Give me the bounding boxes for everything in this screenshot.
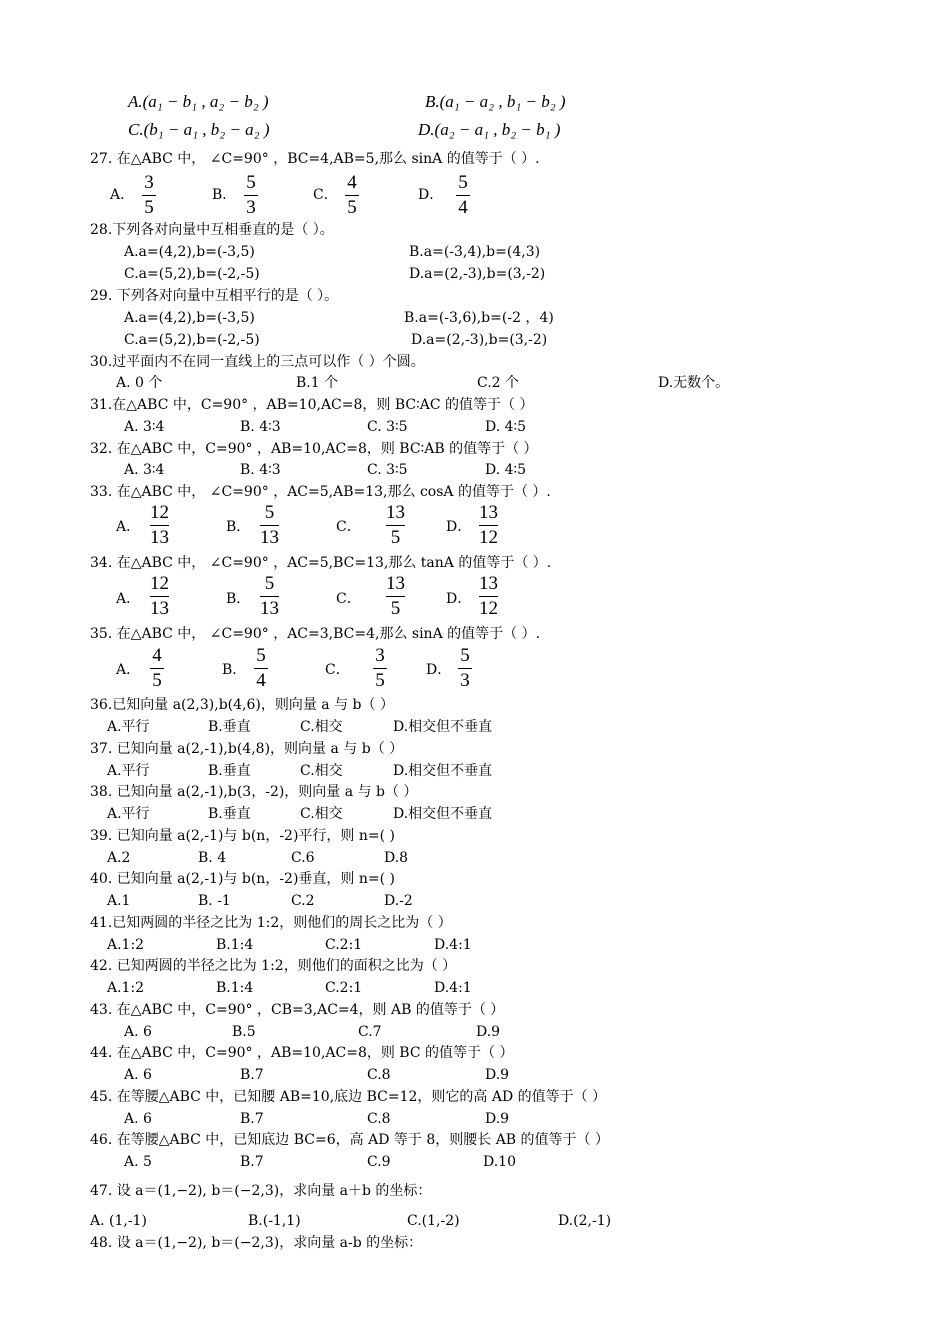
q39-option-b: B. 4 bbox=[198, 850, 227, 866]
q44-option-b: B.7 bbox=[240, 1067, 264, 1083]
q39-option-a: A.2 bbox=[107, 850, 131, 866]
q45-option-a: A. 6 bbox=[124, 1111, 152, 1127]
numerator: 5 bbox=[264, 573, 275, 594]
numerator: 4 bbox=[152, 645, 162, 666]
q45-option-b: B.7 bbox=[240, 1111, 264, 1127]
q40-option-b: B. -1 bbox=[198, 893, 231, 909]
q43-option-c: C.7 bbox=[358, 1024, 382, 1040]
numerator: 4 bbox=[347, 172, 357, 193]
q34-option-b-label: B． bbox=[226, 591, 251, 607]
denominator: 5 bbox=[347, 197, 357, 218]
q35-option-b-label: B． bbox=[222, 662, 247, 678]
q32-option-a: A. 3∶4 bbox=[124, 462, 165, 478]
q27-option-b-fraction bbox=[244, 172, 258, 219]
q29-option-b: B.a=(-3,6),b=(-2 ，4) bbox=[404, 310, 554, 326]
q39-option-c: C.6 bbox=[291, 850, 315, 866]
q31-option-c: C. 3∶5 bbox=[367, 419, 408, 435]
q29-option-a: A.a=(4,2),b=(-3,5) bbox=[124, 310, 255, 326]
q47-option-a: A. (1,-1) bbox=[90, 1213, 147, 1229]
q42-option-b: B.1:4 bbox=[216, 980, 254, 996]
q44-option-c: C.8 bbox=[367, 1067, 391, 1083]
vector-option-d: D.(a₂ − a₁ , b₂ − b₁ ) bbox=[418, 120, 561, 139]
q41-option-b: B.1:4 bbox=[216, 937, 254, 953]
q27-option-c-fraction bbox=[345, 172, 359, 219]
denominator: 3 bbox=[460, 670, 470, 691]
q33-option-b-label: B． bbox=[226, 519, 251, 535]
numerator: 3 bbox=[144, 172, 154, 193]
q31-option-d: D. 4∶5 bbox=[485, 419, 527, 435]
denominator: 4 bbox=[256, 670, 266, 691]
q33-option-d-label: D． bbox=[446, 519, 472, 535]
vector-option-a: A.(a₁ − b₁ , a₂ − b₂ ) bbox=[128, 92, 269, 111]
question-31-stem: 31.在△ABC 中，C=90° ，AB=10,AC=8，则 BC∶AC 的值等于（ ） bbox=[90, 397, 534, 413]
q38-option-a: A.平行 bbox=[107, 806, 150, 822]
numerator: 5 bbox=[458, 172, 468, 193]
q34-option-c-label: C． bbox=[336, 591, 361, 607]
numerator: 13 bbox=[386, 502, 405, 523]
numerator: 13 bbox=[386, 573, 405, 594]
question-48-stem: 48. 设 a＝(1,−2), b＝(−2,3)，求向量 a-b 的坐标： bbox=[90, 1235, 423, 1251]
question-38-stem: 38. 已知向量 a(2,-1),b(3，-2)，则向量 a 与 b（ ） bbox=[90, 784, 418, 800]
q33-option-a-label: A． bbox=[116, 519, 141, 535]
q41-option-d: D.4:1 bbox=[434, 937, 472, 953]
q36-option-c: C.相交 bbox=[300, 719, 343, 735]
q46-option-a: A. 5 bbox=[124, 1154, 152, 1170]
numerator: 12 bbox=[150, 573, 169, 594]
question-40-stem: 40. 已知向量 a(2,-1)与 b(n，-2)垂直，则 n=( ) bbox=[90, 871, 395, 887]
q46-option-c: C.9 bbox=[367, 1154, 391, 1170]
q47-option-b: B.(-1,1) bbox=[248, 1213, 301, 1229]
q36-option-d: D.相交但不垂直 bbox=[393, 719, 493, 735]
numerator: 12 bbox=[150, 502, 169, 523]
question-27-stem: 27. 在△ABC 中， ∠C=90° ，BC=4,AB=5,那么 sinA 的值等于（ ）. bbox=[90, 151, 540, 167]
q36-option-a: A.平行 bbox=[107, 719, 150, 735]
q30-option-c: C.2 个 bbox=[477, 375, 520, 391]
q43-option-a: A. 6 bbox=[124, 1024, 152, 1040]
q27-option-a-fraction bbox=[142, 172, 156, 219]
q27-option-d-label: D． bbox=[418, 187, 444, 203]
denominator: 13 bbox=[260, 527, 279, 548]
q34-option-d-label: D． bbox=[446, 591, 472, 607]
q37-option-b: B.垂直 bbox=[208, 763, 251, 779]
q28-option-b: B.a=(-3,4),b=(4,3) bbox=[409, 244, 541, 260]
denominator: 13 bbox=[150, 527, 169, 548]
question-44-stem: 44. 在△ABC 中，C=90° ，AB=10,AC=8，则 BC 的值等于（ ） bbox=[90, 1045, 514, 1061]
q27-option-c-label: C． bbox=[313, 187, 338, 203]
q30-option-a: A. 0 个 bbox=[116, 375, 163, 391]
q43-option-b: B.5 bbox=[232, 1024, 256, 1040]
question-47-stem: 47. 设 a＝(1,−2), b＝(−2,3)，求向量 a＋b 的坐标： bbox=[90, 1183, 432, 1199]
q46-option-d: D.10 bbox=[483, 1154, 516, 1170]
q28-option-c: C.a=(5,2),b=(-2,-5) bbox=[124, 266, 260, 282]
q33-option-d-fraction bbox=[479, 502, 498, 549]
q27-option-a-label: A． bbox=[110, 187, 135, 203]
question-43-stem: 43. 在△ABC 中，C=90° ，CB=3,AC=4，则 AB 的值等于（ ） bbox=[90, 1002, 505, 1018]
numerator: 5 bbox=[246, 172, 256, 193]
denominator: 5 bbox=[144, 197, 154, 218]
denominator: 5 bbox=[375, 670, 385, 691]
denominator: 13 bbox=[260, 598, 279, 619]
q35-option-c-label: C． bbox=[325, 662, 350, 678]
denominator: 12 bbox=[479, 598, 498, 619]
q38-option-d: D.相交但不垂直 bbox=[393, 806, 493, 822]
q34-option-a-fraction bbox=[150, 573, 169, 620]
q40-option-a: A.1 bbox=[107, 893, 131, 909]
denominator: 3 bbox=[246, 197, 256, 218]
question-32-stem: 32. 在△ABC 中，C=90° ，AB=10,AC=8，则 BC∶AB 的值等于（ ） bbox=[90, 441, 538, 457]
question-39-stem: 39. 已知向量 a(2,-1)与 b(n，-2)平行，则 n=( ) bbox=[90, 828, 395, 844]
denominator: 12 bbox=[479, 527, 498, 548]
q42-option-a: A.1:2 bbox=[107, 980, 145, 996]
q33-option-a-fraction bbox=[150, 502, 169, 549]
q32-option-b: B. 4∶3 bbox=[240, 462, 281, 478]
denominator: 4 bbox=[458, 197, 468, 218]
q39-option-d: D.8 bbox=[384, 850, 409, 866]
q36-option-b: B.垂直 bbox=[208, 719, 251, 735]
question-41-stem: 41.已知两圆的半径之比为 1:2，则他们的周长之比为（ ） bbox=[90, 915, 452, 931]
q34-option-a-label: A． bbox=[116, 591, 141, 607]
q28-option-d: D.a=(2,-3),b=(3,-2) bbox=[409, 266, 546, 282]
q30-option-b: B.1 个 bbox=[296, 375, 339, 391]
question-34-stem: 34. 在△ABC 中， ∠C=90° ，AC=5,BC=13,那么 tanA 的值等于（ ）. bbox=[90, 555, 552, 571]
numerator: 5 bbox=[256, 645, 266, 666]
q30-option-d: D.无数个。 bbox=[658, 375, 730, 391]
q43-option-d: D.9 bbox=[476, 1024, 501, 1040]
q35-option-a-label: A． bbox=[116, 662, 141, 678]
q29-option-d: D.a=(2,-3),b=(3,-2) bbox=[411, 332, 548, 348]
denominator: 5 bbox=[152, 670, 162, 691]
denominator: 5 bbox=[390, 598, 401, 619]
q31-option-b: B. 4∶3 bbox=[240, 419, 281, 435]
question-37-stem: 37. 已知向量 a(2,-1),b(4,8)，则向量 a 与 b（ ） bbox=[90, 741, 404, 757]
q37-option-c: C.相交 bbox=[300, 763, 343, 779]
q38-option-b: B.垂直 bbox=[208, 806, 251, 822]
q32-option-d: D. 4∶5 bbox=[485, 462, 527, 478]
vector-option-b: B.(a₁ − a₂ , b₁ − b₂ ) bbox=[425, 92, 566, 111]
question-33-stem: 33. 在△ABC 中， ∠C=90° ，AC=5,AB=13,那么 cosA 的值等于（ ）. bbox=[90, 484, 551, 500]
q44-option-a: A. 6 bbox=[124, 1067, 152, 1083]
denominator: 13 bbox=[150, 598, 169, 619]
q45-option-c: C.8 bbox=[367, 1111, 391, 1127]
q32-option-c: C. 3∶5 bbox=[367, 462, 408, 478]
numerator: 5 bbox=[264, 502, 275, 523]
q35-option-a-fraction bbox=[150, 645, 164, 692]
vector-option-c: C.(b₁ − a₁ , b₂ − a₂ ) bbox=[128, 120, 270, 139]
q31-option-a: A. 3∶4 bbox=[124, 419, 165, 435]
question-46-stem: 46. 在等腰△ABC 中，已知底边 BC=6，高 AD 等于 8，则腰长 AB 的值等于（ ） bbox=[90, 1132, 609, 1148]
q29-option-c: C.a=(5,2),b=(-2,-5) bbox=[124, 332, 260, 348]
q35-option-c-fraction bbox=[373, 645, 387, 692]
q47-option-d: D.(2,-1) bbox=[558, 1213, 612, 1229]
q27-option-d-fraction bbox=[456, 172, 470, 219]
question-35-stem: 35. 在△ABC 中， ∠C=90° ，AC=3,BC=4,那么 sinA 的值等于（ ）. bbox=[90, 626, 541, 642]
q42-option-c: C.2:1 bbox=[325, 980, 363, 996]
numerator: 5 bbox=[460, 645, 470, 666]
q34-option-d-fraction bbox=[479, 573, 498, 620]
q33-option-c-label: C． bbox=[336, 519, 361, 535]
q40-option-d: D.-2 bbox=[384, 893, 413, 909]
q40-option-c: C.2 bbox=[291, 893, 315, 909]
q35-option-d-fraction bbox=[458, 645, 472, 692]
q42-option-d: D.4:1 bbox=[434, 980, 472, 996]
q44-option-d: D.9 bbox=[485, 1067, 510, 1083]
q34-option-b-fraction bbox=[260, 573, 279, 620]
q38-option-c: C.相交 bbox=[300, 806, 343, 822]
q33-option-c-fraction bbox=[386, 502, 405, 549]
q37-option-d: D.相交但不垂直 bbox=[393, 763, 493, 779]
q33-option-b-fraction bbox=[260, 502, 279, 549]
q41-option-a: A.1:2 bbox=[107, 937, 145, 953]
q35-option-d-label: D． bbox=[426, 662, 452, 678]
q27-option-b-label: B． bbox=[212, 187, 237, 203]
q41-option-c: C.2:1 bbox=[325, 937, 363, 953]
numerator: 3 bbox=[375, 645, 385, 666]
question-45-stem: 45. 在等腰△ABC 中，已知腰 AB=10,底边 BC=12，则它的高 AD 的值等于（ ） bbox=[90, 1089, 607, 1105]
denominator: 5 bbox=[390, 527, 401, 548]
question-42-stem: 42. 已知两圆的半径之比为 1:2，则他们的面积之比为（ ） bbox=[90, 958, 457, 974]
question-29-stem: 29. 下列各对向量中互相平行的是（ ）。 bbox=[90, 288, 339, 304]
q28-option-a: A.a=(4,2),b=(-3,5) bbox=[124, 244, 255, 260]
question-28-stem: 28.下列各对向量中互相垂直的是（ ）。 bbox=[90, 222, 334, 238]
numerator: 13 bbox=[479, 573, 498, 594]
question-30-stem: 30.过平面内不在同一直线上的三点可以作（ ）个圆。 bbox=[90, 354, 425, 370]
numerator: 13 bbox=[479, 502, 498, 523]
q37-option-a: A.平行 bbox=[107, 763, 150, 779]
question-36-stem: 36.已知向量 a(2,3),b(4,6)，则向量 a 与 b（ ） bbox=[90, 697, 394, 713]
q34-option-c-fraction bbox=[386, 573, 405, 620]
q47-option-c: C.(1,-2) bbox=[407, 1213, 460, 1229]
q35-option-b-fraction bbox=[254, 645, 268, 692]
q45-option-d: D.9 bbox=[485, 1111, 510, 1127]
q46-option-b: B.7 bbox=[240, 1154, 264, 1170]
